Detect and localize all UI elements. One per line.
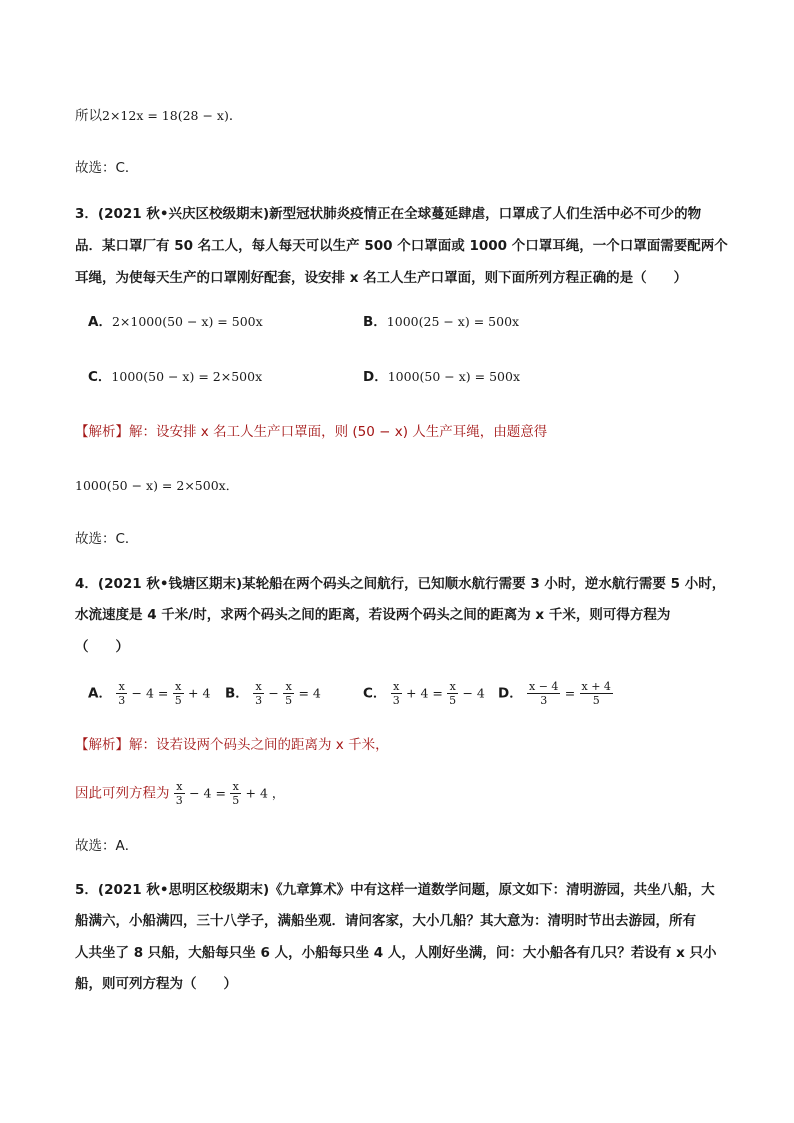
option-label: B．	[363, 314, 387, 330]
numerator: x + 4	[581, 680, 611, 693]
numerator: x − 4	[529, 680, 559, 693]
q3-option-c	[88, 367, 262, 387]
fraction	[391, 680, 402, 707]
fraction	[230, 780, 241, 807]
operator: =	[564, 685, 576, 701]
numerator: x	[253, 680, 264, 694]
denominator: 5	[232, 794, 240, 807]
prev-solution-line	[75, 106, 242, 126]
q4-option-c	[363, 680, 485, 707]
option-label: B．	[225, 685, 249, 702]
option-equation: 1000(25 − x) = 500x	[386, 314, 520, 329]
numerator: x	[391, 680, 402, 694]
denominator: 3	[255, 694, 263, 707]
option-equation: 2×1000(50 − x) = 500x	[111, 314, 263, 329]
text: 所以	[75, 108, 102, 124]
fraction	[283, 680, 294, 707]
operator: − 4 =	[189, 785, 226, 801]
analysis-text: 解：设安排 x 名工人生产口罩面，则 (50 − x) 人生产耳绳，由题意得	[129, 424, 548, 440]
q5-line-3: 人共坐了 8 只船，大船每只坐 6 人，小船每只坐 4 人，人刚好坐满，问：大小船各有几只？若设有 x 只小	[75, 945, 717, 961]
q3-analysis	[75, 422, 547, 442]
operator: + 4 =	[406, 685, 443, 701]
numerator: x	[174, 780, 185, 794]
q4-conclusion	[75, 780, 284, 807]
q4-analysis	[75, 735, 389, 755]
q5-text: 《九章算术》中有这样一道数学问题，原文如下：清明游园，共坐八船，大	[269, 882, 715, 898]
fraction	[253, 680, 264, 707]
denominator: 5	[449, 694, 457, 707]
q4-option-b	[225, 680, 321, 707]
q4-line-3: （ ）	[75, 639, 129, 655]
fraction	[580, 680, 613, 707]
prev-answer: 故选：C．	[75, 160, 139, 176]
operator: = 4	[298, 685, 321, 701]
q3-text: 新型冠状肺炎疫情正在全球蔓延肆虐，口罩成了人们生活中必不可少的物	[269, 206, 702, 222]
q4-text: 某轮船在两个码头之间航行，已知顺水航行需要 3 小时，逆水航行需要 5 小时，	[242, 576, 726, 592]
fraction	[174, 780, 185, 807]
option-equation: 1000(50 − x) = 2×500x	[111, 369, 263, 384]
q3-option-b	[363, 312, 519, 332]
q3-option-d	[363, 367, 520, 387]
denominator: 3	[540, 694, 548, 707]
q3-equation-line	[75, 476, 238, 496]
option-equation: 1000(50 − x) = 500x	[387, 369, 520, 384]
analysis-tag: 【解析】	[75, 737, 129, 753]
q5-line-1	[75, 880, 715, 900]
operator: − 4 =	[131, 685, 169, 701]
denominator: 3	[118, 694, 126, 707]
operator: − 4	[462, 685, 485, 701]
q3-line-1	[75, 204, 701, 224]
text: 因此可列方程为	[75, 785, 170, 802]
numerator: x	[173, 680, 184, 694]
option-label: D．	[498, 685, 523, 702]
text: ．	[228, 108, 243, 124]
q5-line-2: 船满六，小船满四，三十八学子，满船坐观．请问客家，大小几船？其大意为：清明时节出去游园，所有	[75, 913, 696, 929]
option-label: D．	[363, 369, 388, 385]
q3-answer: 故选：C．	[75, 531, 139, 547]
fraction	[173, 680, 184, 707]
fraction	[447, 680, 458, 707]
fraction	[116, 680, 127, 707]
q4-source: 4．(2021 秋•钱塘区期末)	[75, 576, 243, 592]
q4-option-a	[88, 680, 210, 707]
option-label: A．	[88, 685, 112, 702]
denominator: 3	[175, 794, 183, 807]
q3-line-3: 耳绳，为使每天生产的口罩刚好配套，设安排 x 名工人生产口罩面，则下面所列方程正确的是（ ）	[75, 270, 688, 286]
operator: −	[268, 685, 279, 701]
q3-line-2: 品．某口罩厂有 50 名工人，每人每天可以生产 500 个口罩面或 1000 个口罩耳绳，一个口罩面需要配两个	[75, 238, 728, 254]
q5-source: 5．(2021 秋•思明区校级期末)	[75, 882, 270, 898]
equation: 1000(50 − x) = 2×500x．	[75, 478, 239, 493]
numerator: x	[116, 680, 127, 694]
numerator: x	[230, 780, 241, 794]
denominator: 3	[392, 694, 400, 707]
operator: + 4 ，	[245, 785, 285, 801]
q5-line-4: 船，则可列方程为（ ）	[75, 976, 237, 992]
q4-line-1	[75, 574, 725, 594]
analysis-tag: 【解析】	[75, 424, 129, 440]
option-label: A．	[88, 314, 112, 330]
numerator: x	[447, 680, 458, 694]
option-label: C．	[363, 685, 387, 702]
denominator: 5	[285, 694, 293, 707]
q3-option-a	[88, 312, 263, 332]
analysis-text: 解：设若设两个码头之间的距离为 x 千米，	[129, 737, 389, 753]
numerator: x	[283, 680, 294, 694]
option-label: C．	[88, 369, 112, 385]
q4-line-2: 水流速度是 4 千米/时，求两个码头之间的距离，若设两个码头之间的距离为 x 千米，则可得方程为	[75, 607, 671, 623]
operator: + 4	[188, 685, 211, 701]
q3-source: 3．(2021 秋•兴庆区校级期末)	[75, 206, 270, 222]
denominator: 5	[592, 694, 600, 707]
q4-answer: 故选：A．	[75, 838, 139, 854]
q4-option-d	[498, 680, 613, 707]
fraction	[527, 680, 560, 707]
denominator: 5	[174, 694, 182, 707]
equation: 2×12x = 18(28 − x)	[102, 108, 229, 123]
